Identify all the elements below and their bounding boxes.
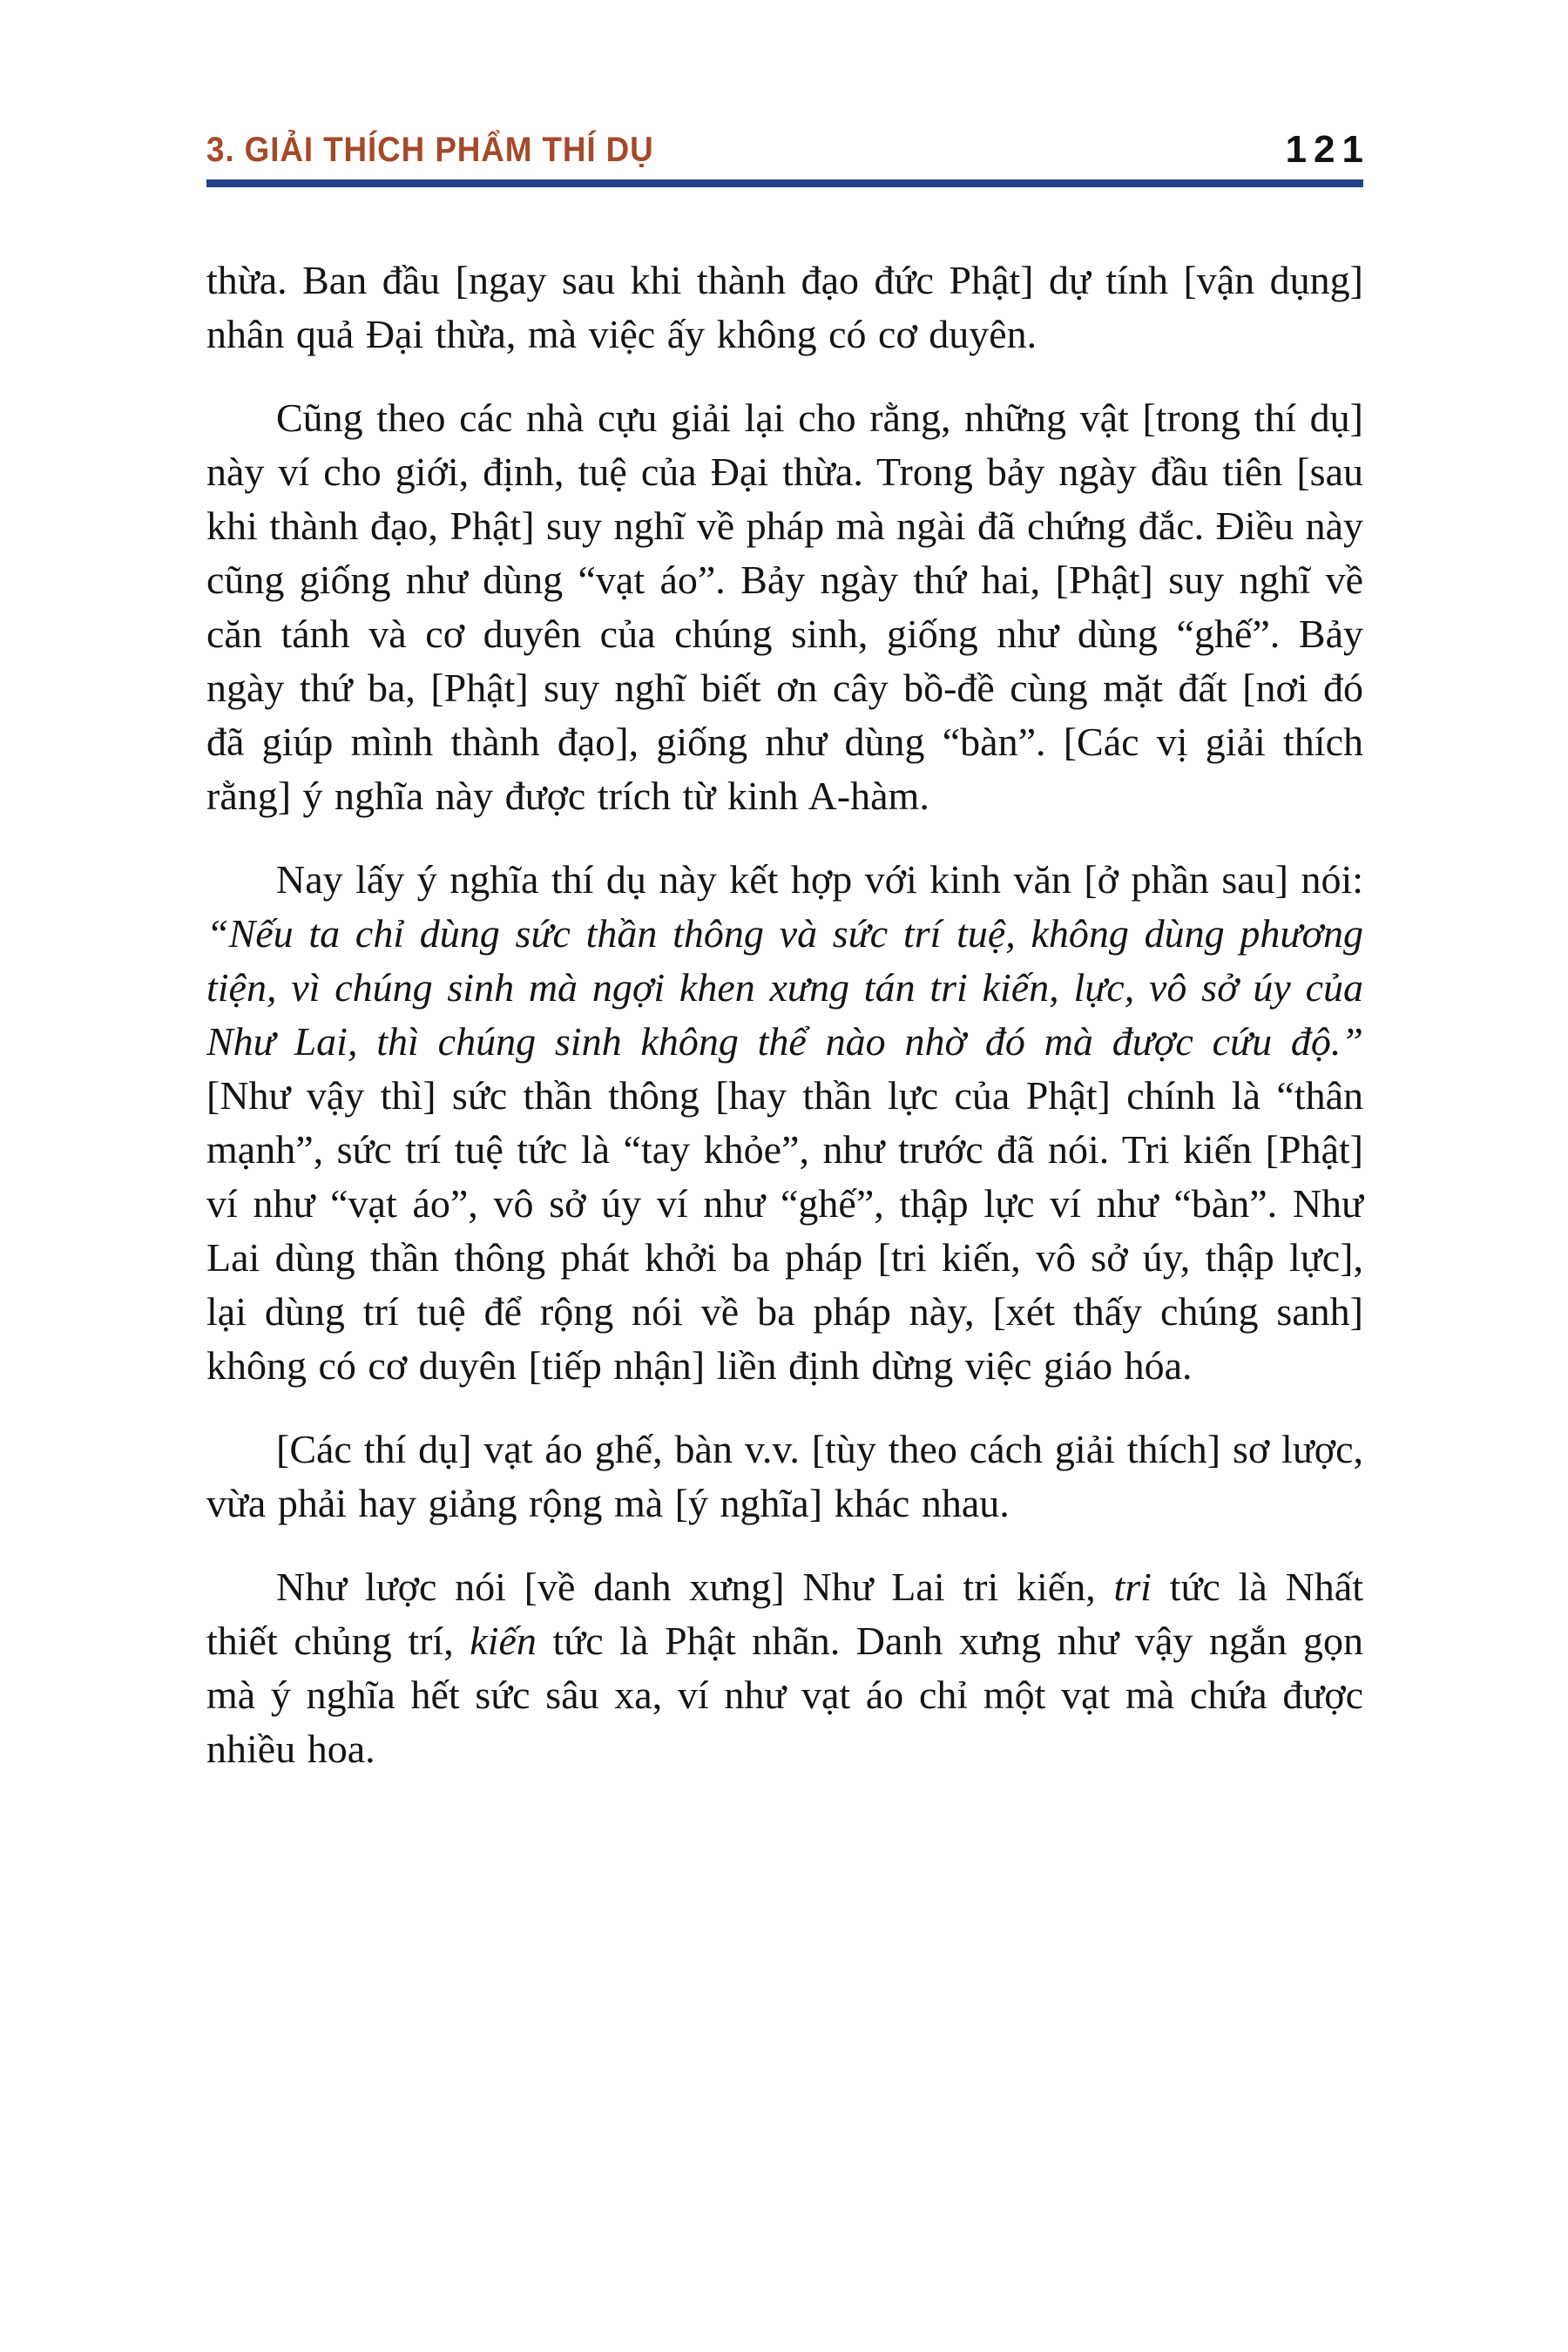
running-head-section-title: 3. GIẢI THÍCH PHẨM THÍ DỤ xyxy=(206,131,654,169)
page-body xyxy=(206,253,1363,1776)
text-run: tức là Phật nhãn. Danh xưng như vậy ngắn gọn mà ý nghĩa hết sức sâu xa, ví như vạt áo chỉ một vạt mà chứa được nhiều hoa. xyxy=(206,1619,1363,1771)
page-number: 121 xyxy=(1285,128,1370,171)
text-run: Nay lấy ý nghĩa thí dụ này kết hợp với kinh văn [ở phần sau] nói: xyxy=(276,857,1363,902)
italic-text-run: kiến xyxy=(470,1619,537,1663)
paragraph xyxy=(206,853,1363,1393)
paragraph xyxy=(206,1560,1363,1776)
italic-text-run: “Nếu ta chỉ dùng sức thần thông và sức trí tuệ, không dùng phương tiện, vì chúng sinh mà ngợi khen xưng tán tri kiến, lực, vô sở úy của Như Lai, thì chúng sinh không thể nào nhờ đó mà được cứu độ.” xyxy=(206,911,1363,1064)
page-header xyxy=(206,128,1370,171)
italic-text-run: tri xyxy=(1113,1565,1152,1609)
text-run: [Các thí dụ] vạt áo ghế, bàn v.v. [tùy theo cách giải thích] sơ lược, vừa phải hay giảng rộng mà [ý nghĩa] khác nhau. xyxy=(206,1427,1363,1525)
text-run: Như lược nói [về danh xưng] Như Lai tri kiến, xyxy=(276,1565,1114,1609)
header-divider-rule xyxy=(206,179,1363,187)
text-run: Cũng theo các nhà cựu giải lại cho rằng, những vật [trong thí dụ] này ví cho giới, định, tuệ của Đại thừa. Trong bảy ngày đầu tiên [sau khi thành đạo, Phật] suy nghĩ về pháp mà ngài đã chứng đắc. Điều này cũng giống như dùng “vạt áo”. Bảy ngày thứ hai, [Phật] suy nghĩ về căn tánh và cơ duyên của chúng sinh, giống như dùng “ghế”. Bảy ngày thứ ba, [Phật] suy nghĩ biết ơn cây bồ-đề cùng mặt đất [nơi đó đã giúp mình thành đạo], giống như dùng “bàn”. [Các vị giải thích rằng] ý nghĩa này được trích từ kinh A-hàm. xyxy=(206,395,1363,818)
paragraph xyxy=(206,253,1363,362)
paragraph xyxy=(206,1423,1363,1531)
paragraph xyxy=(206,391,1363,823)
text-run: tức là Nhất thiết chủng trí, xyxy=(206,1565,1363,1663)
text-run: [Như vậy thì] sức thần thông [hay thần lực của Phật] chính là “thân mạnh”, sức trí tuệ tức là “tay khỏe”, như trước đã nói. Tri kiến [Phật] ví như “vạt áo”, vô sở úy ví như “ghế”, thập lực ví như “bàn”. Như Lai dùng thần thông phát khởi ba pháp [tri kiến, vô sở úy, thập lực], lại dùng trí tuệ để rộng nói về ba pháp này, [xét thấy chúng sanh] không có cơ duyên [tiếp nhận] liền định dừng việc giáo hóa. xyxy=(206,1073,1363,1388)
text-run: thừa. Ban đầu [ngay sau khi thành đạo đức Phật] dự tính [vận dụng] nhân quả Đại thừa, mà việc ấy không có cơ duyên. xyxy=(206,258,1363,356)
